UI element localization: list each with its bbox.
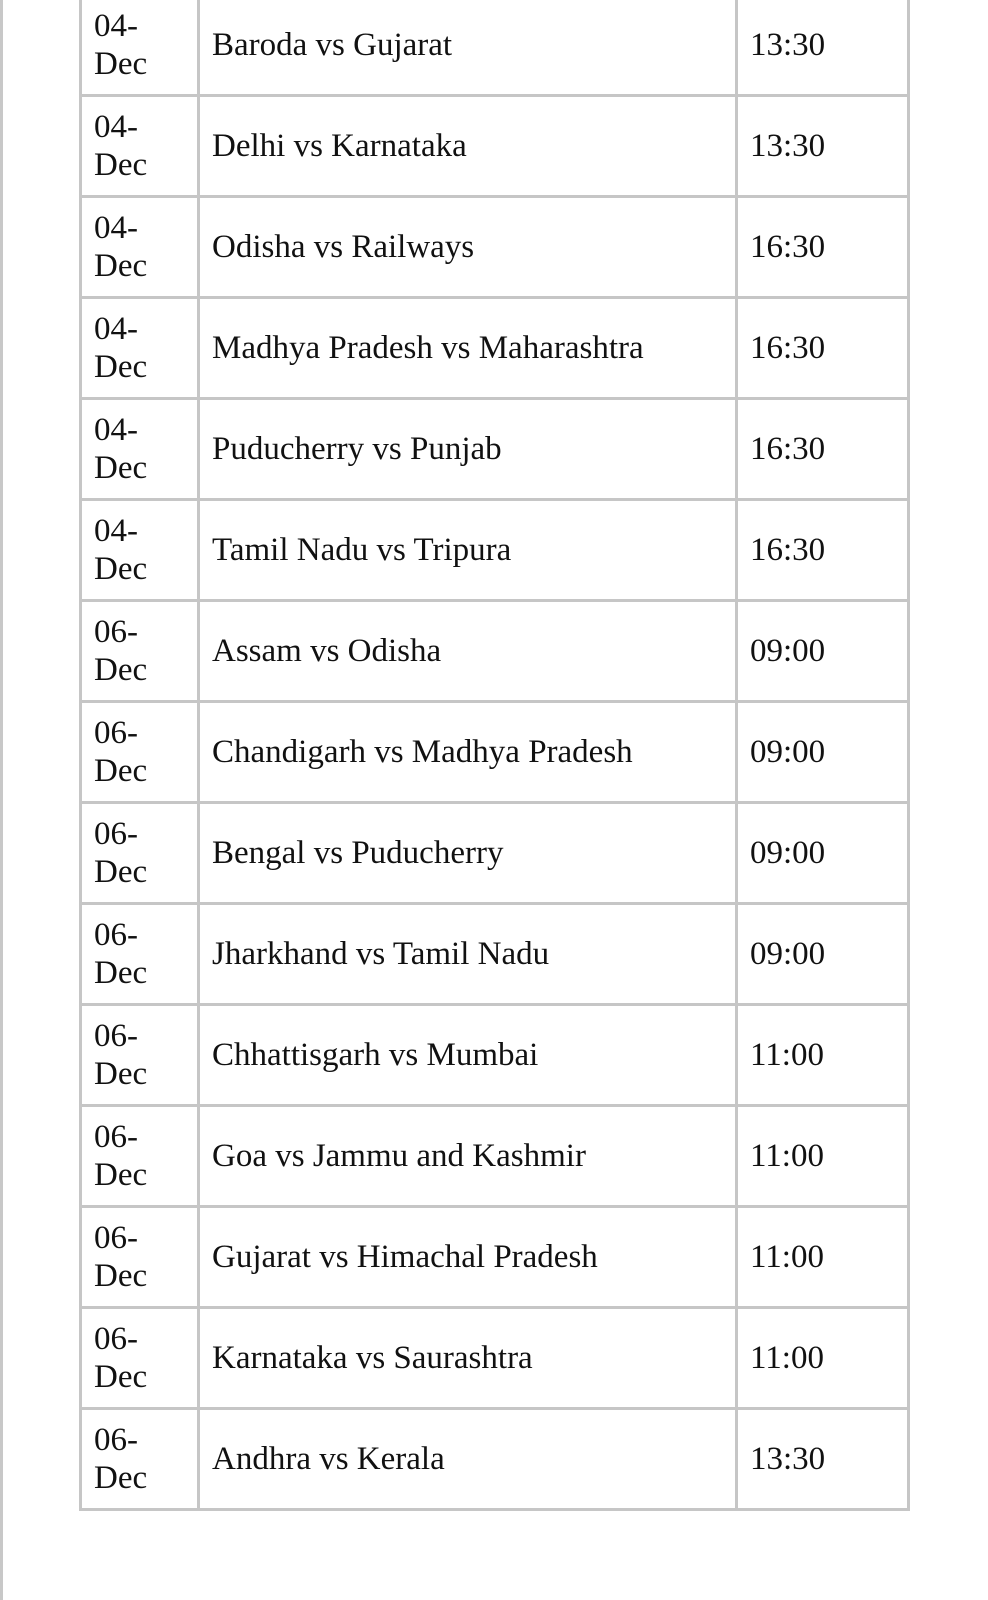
date-month: Dec	[94, 46, 148, 82]
match-cell: Assam vs Odisha	[197, 602, 735, 703]
match-cell: Goa vs Jammu and Kashmir	[197, 1107, 735, 1208]
time-cell: 13:30	[735, 97, 910, 198]
date-month: Dec	[94, 349, 148, 385]
date-cell	[79, 198, 197, 299]
date-cell	[79, 1410, 197, 1511]
date-day: 06-	[94, 1018, 138, 1054]
match-cell: Chhattisgarh vs Mumbai	[197, 1006, 735, 1107]
date-month: Dec	[94, 753, 148, 789]
match-cell: Gujarat vs Himachal Pradesh	[197, 1208, 735, 1309]
date-day: 06-	[94, 1321, 138, 1357]
date-month: Dec	[94, 854, 148, 890]
table-row	[79, 703, 910, 804]
time-cell: 09:00	[735, 703, 910, 804]
time-cell: 09:00	[735, 804, 910, 905]
date-cell	[79, 703, 197, 804]
table-row	[79, 1208, 910, 1309]
date-cell	[79, 1309, 197, 1410]
date-cell	[79, 0, 197, 97]
table-row	[79, 1006, 910, 1107]
table-row	[79, 0, 910, 97]
match-cell: Baroda vs Gujarat	[197, 0, 735, 97]
match-schedule-table	[79, 0, 910, 1511]
page-edge-divider	[0, 0, 3, 1600]
table-row	[79, 804, 910, 905]
date-day: 06-	[94, 1422, 138, 1458]
match-cell: Delhi vs Karnataka	[197, 97, 735, 198]
date-cell	[79, 97, 197, 198]
date-cell	[79, 905, 197, 1006]
table-row	[79, 1107, 910, 1208]
table-row	[79, 1410, 910, 1511]
date-month: Dec	[94, 1056, 148, 1092]
time-cell: 16:30	[735, 299, 910, 400]
date-day: 06-	[94, 1119, 138, 1155]
table-row	[79, 602, 910, 703]
date-cell	[79, 501, 197, 602]
date-month: Dec	[94, 551, 148, 587]
table-row	[79, 905, 910, 1006]
date-day: 06-	[94, 816, 138, 852]
date-cell	[79, 1107, 197, 1208]
date-month: Dec	[94, 1157, 148, 1193]
time-cell: 11:00	[735, 1107, 910, 1208]
date-day: 04-	[94, 513, 138, 549]
time-cell: 13:30	[735, 0, 910, 97]
date-day: 06-	[94, 1220, 138, 1256]
date-day: 04-	[94, 8, 138, 44]
date-month: Dec	[94, 1359, 148, 1395]
date-day: 06-	[94, 614, 138, 650]
match-cell: Chandigarh vs Madhya Pradesh	[197, 703, 735, 804]
date-cell	[79, 1006, 197, 1107]
time-cell: 09:00	[735, 905, 910, 1006]
date-cell	[79, 602, 197, 703]
time-cell: 16:30	[735, 198, 910, 299]
match-cell: Odisha vs Railways	[197, 198, 735, 299]
date-day: 04-	[94, 412, 138, 448]
time-cell: 16:30	[735, 400, 910, 501]
time-cell: 11:00	[735, 1006, 910, 1107]
match-cell: Puducherry vs Punjab	[197, 400, 735, 501]
table-row	[79, 198, 910, 299]
date-month: Dec	[94, 450, 148, 486]
time-cell: 13:30	[735, 1410, 910, 1511]
date-day: 06-	[94, 715, 138, 751]
date-day: 04-	[94, 311, 138, 347]
match-cell: Tamil Nadu vs Tripura	[197, 501, 735, 602]
date-day: 04-	[94, 109, 138, 145]
table-row	[79, 1309, 910, 1410]
date-month: Dec	[94, 1258, 148, 1294]
time-cell: 16:30	[735, 501, 910, 602]
date-cell	[79, 1208, 197, 1309]
date-day: 04-	[94, 210, 138, 246]
date-month: Dec	[94, 652, 148, 688]
date-month: Dec	[94, 955, 148, 991]
table-row	[79, 400, 910, 501]
match-cell: Bengal vs Puducherry	[197, 804, 735, 905]
match-cell: Jharkhand vs Tamil Nadu	[197, 905, 735, 1006]
date-month: Dec	[94, 1460, 148, 1496]
table-row	[79, 97, 910, 198]
match-cell: Madhya Pradesh vs Maharashtra	[197, 299, 735, 400]
time-cell: 09:00	[735, 602, 910, 703]
time-cell: 11:00	[735, 1309, 910, 1410]
date-cell	[79, 804, 197, 905]
table-row	[79, 501, 910, 602]
date-cell	[79, 400, 197, 501]
date-day: 06-	[94, 917, 138, 953]
table-row	[79, 299, 910, 400]
schedule-body	[79, 0, 910, 1511]
date-month: Dec	[94, 248, 148, 284]
match-cell: Andhra vs Kerala	[197, 1410, 735, 1511]
match-cell: Karnataka vs Saurashtra	[197, 1309, 735, 1410]
date-cell	[79, 299, 197, 400]
time-cell: 11:00	[735, 1208, 910, 1309]
date-month: Dec	[94, 147, 148, 183]
